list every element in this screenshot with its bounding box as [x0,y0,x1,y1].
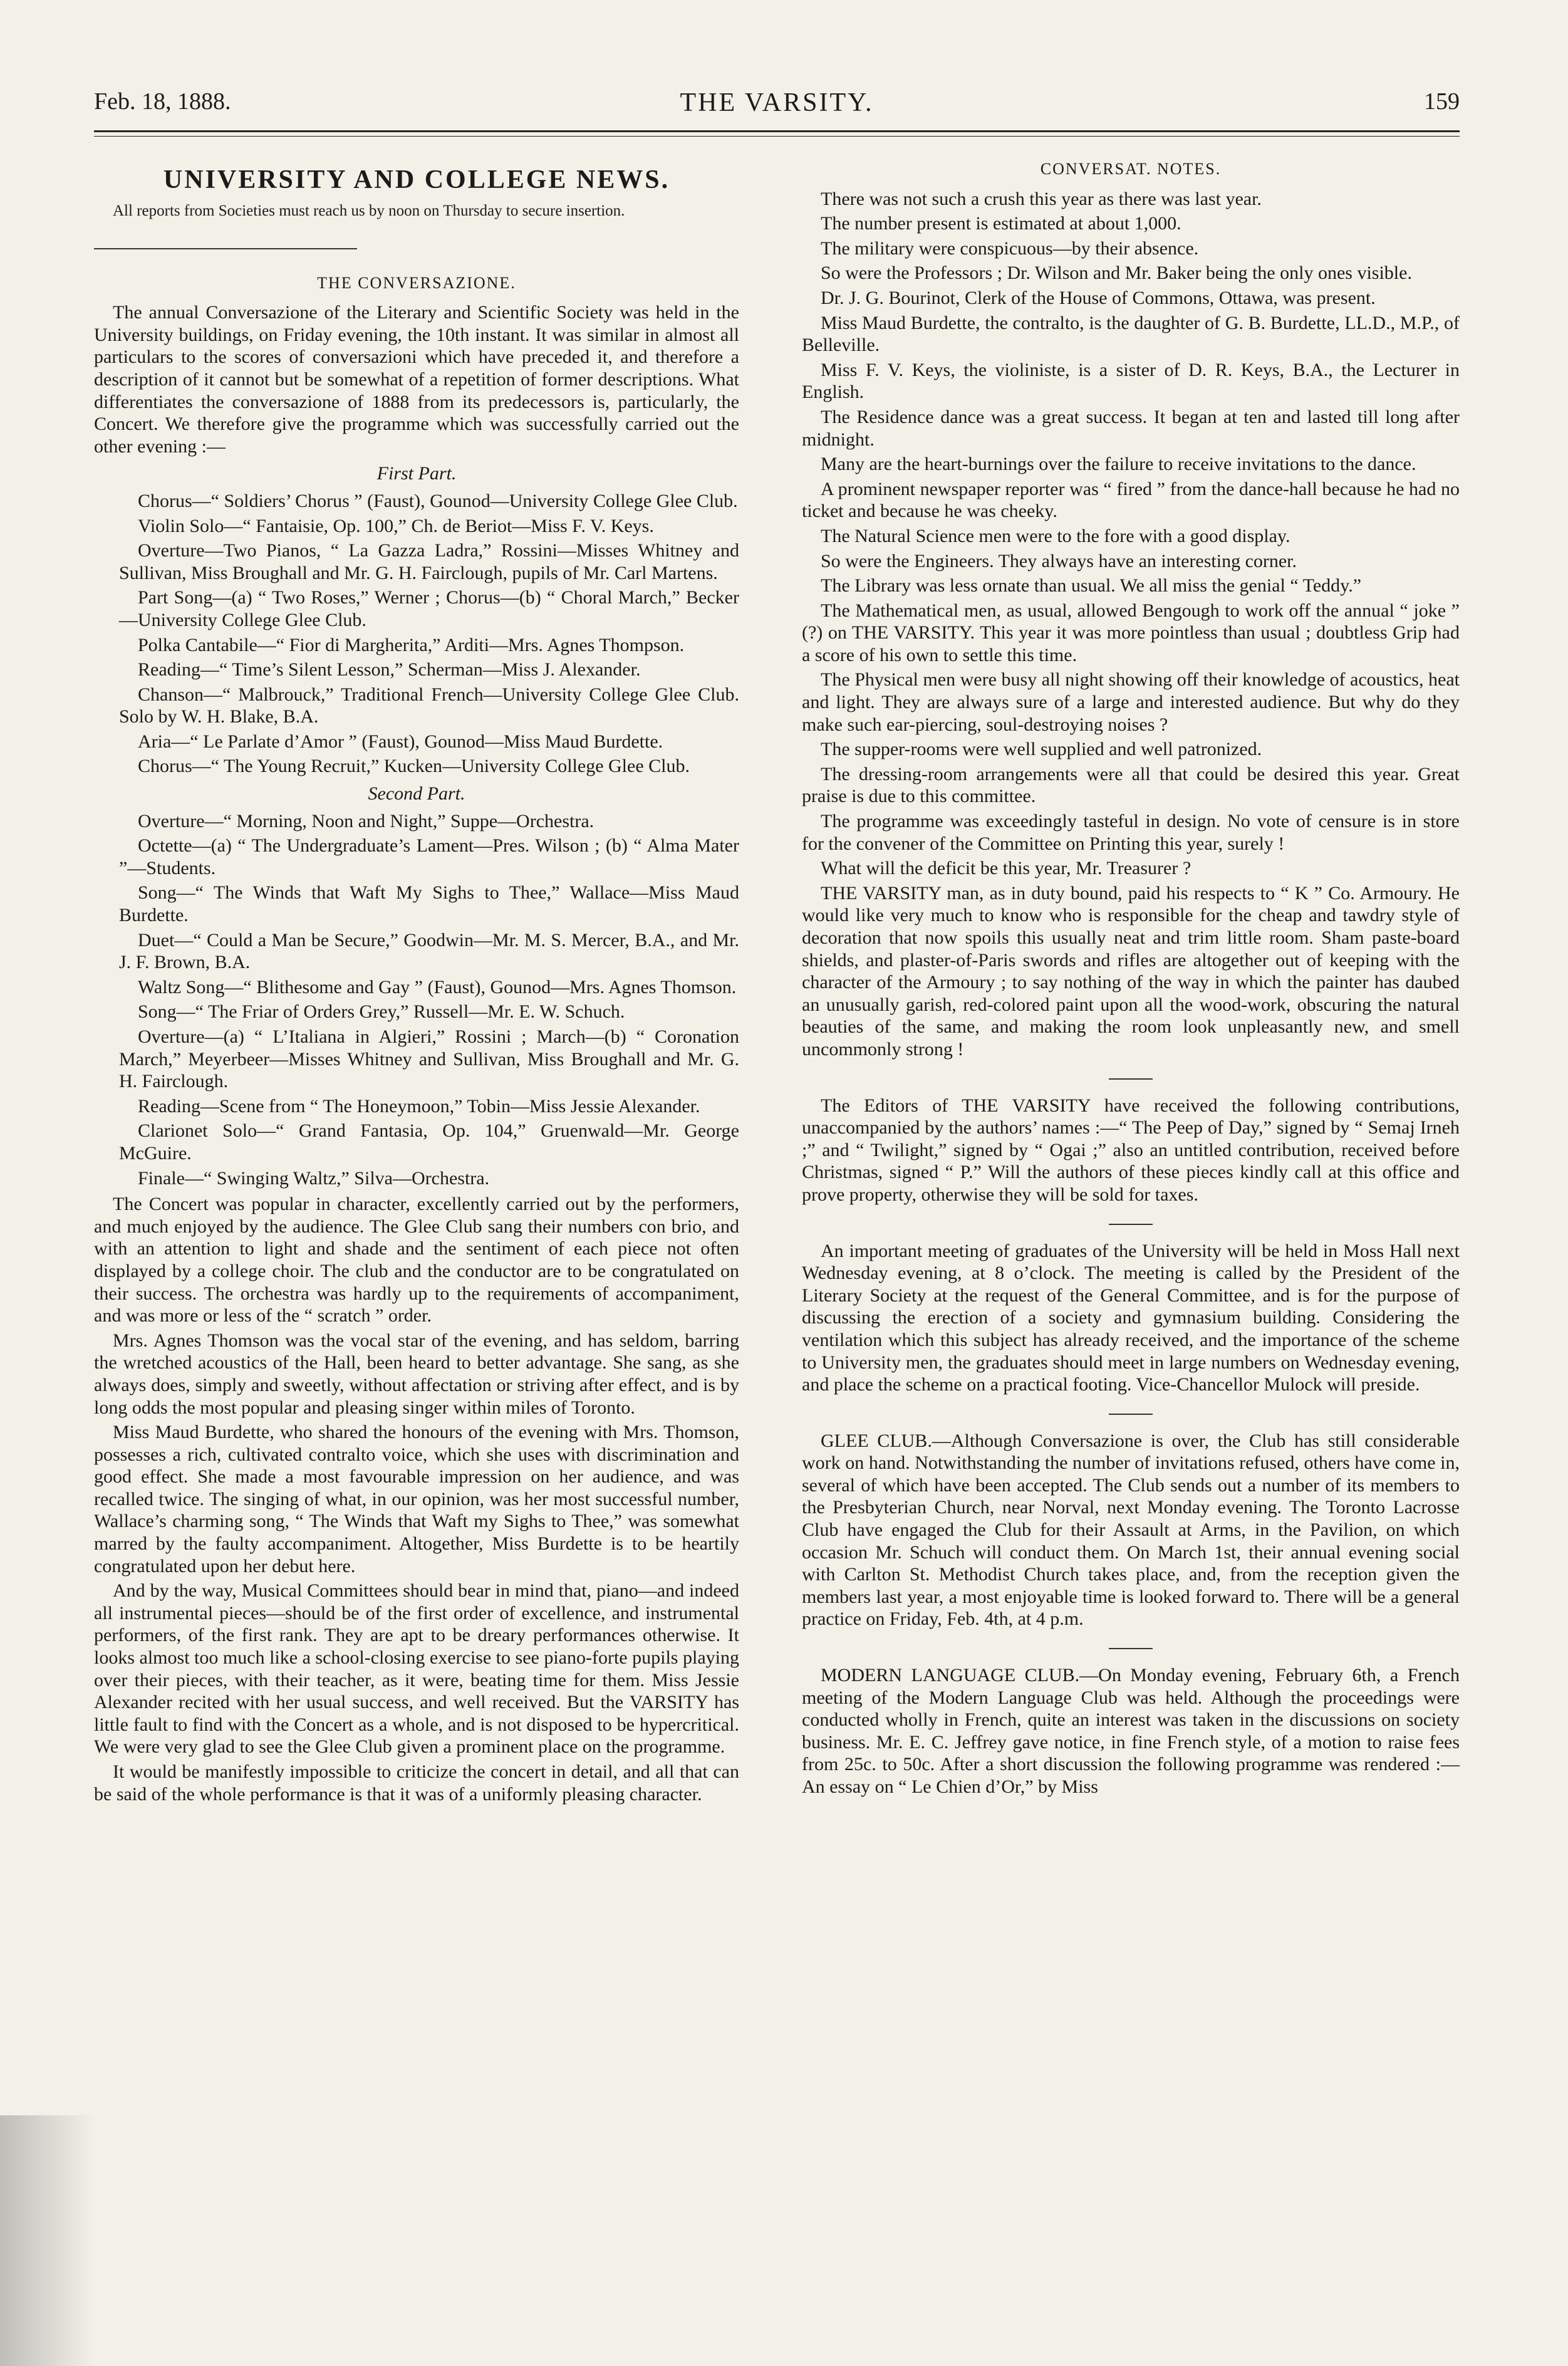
review-paragraph: Miss Maud Burdette, who shared the honours of the evening with Mrs. Thomson, possesses a rich, cultivated contralto voice, which she uses with discrimination and good effect. She made a most favourable impression on her audience, and was recalled twice. The singing of what, in our opinion, was her most successful number, Wallace’s charming song, “ The Winds that Waft my Sighs to Thee,” was somewhat marred by the faulty accompaniment. Altogether, Miss Burdette is to be heartily congratulated upon her debut here. [94,1422,739,1576]
note-item: The military were conspicuous—by their absence. [821,237,1199,259]
programme-item: Chanson—“ Malbrouck,” Traditional French—University College Glee Club. Solo by W. H. Blake, B.A. [119,684,739,727]
review-paragraph: It would be manifestly impossible to criticize the concert in detail, and all that can be said of the whole performance is that it was of a uniformly pleasing character. [94,1761,739,1805]
programme-item: Overture—(a) “ L’Italiana in Algieri,” Rossini ; March—(b) “ Coronation March,” Meyerbeer—Misses Whitney and Sullivan, Miss Broughall and Mr. G. H. Fairclough. [119,1026,739,1092]
note-item: The Library was less ornate than usual. We all miss the genial “ Teddy.” [821,575,1362,597]
page-header [94,88,1460,132]
note-item: So were the Engineers. They always have an interesting corner. [821,550,1297,571]
note-item: The dressing-room arrangements were all that could be desired this year. Great praise is due to this committee. [802,763,1460,807]
review-paragraph: The Concert was popular in character, excellently carried out by the performers, and much enjoyed by the audience. The Glee Club sang their numbers con brio, and with an attention to light and shade and the sentiment of each piece not often displayed by a college choir. The club and the conductor are to be congratulated on their success. The orchestra was hardly up to the requirements of accompaniment, and was more or less of the “ scratch ” order. [94,1194,739,1326]
programme-item: Song—“ The Friar of Orders Grey,” Russell—Mr. E. W. Schuch. [138,1001,625,1023]
programme-item: Duet—“ Could a Man be Secure,” Goodwin—Mr. M. S. Mercer, B.A., and Mr. J. F. Brown, B.A. [119,929,739,973]
programme-item: Finale—“ Swinging Waltz,” Silva—Orchestra. [138,1167,490,1189]
note-item: The programme was exceedingly tasteful in design. No vote of censure is in store for the convener of the Committee on Printing this year, surely ! [802,811,1460,854]
note-item: What will the deficit be this year, Mr. Treasurer ? [821,858,1192,879]
divider [1109,1648,1153,1649]
concert-review [94,1193,739,1805]
conversat-notes [802,188,1460,1061]
note-item: The Mathematical men, as usual, allowed Bengough to work off the annual “ joke ” (?) on THE VARSITY. This year it was more pointless than usual ; doubtless Grip had a score of his own to settle this time. [802,600,1460,665]
second-part-heading: Second Part. [368,783,465,805]
modern-language-notice: MODERN LANGUAGE CLUB.—On Monday evening, February 6th, a French meeting of the Modern Language Club was held. Although the proceedings were conducted wholly in French, quite an interest was taken in the discussions on society business. Mr. E. C. Jeffrey gave notice, in fine French style, of a motion to raise fees from 25c. to 50c. After a short discussion the following programme was rendered :—An essay on “ Le Chien d’Or,” by Miss [802,1665,1460,1797]
submission-note: All reports from Societies must reach us by noon on Thursday to secure insertion. [113,202,625,219]
programme-item: Overture—“ Morning, Noon and Night,” Suppe—Orchestra. [138,810,594,831]
page-number: 159 [1424,88,1460,115]
note-item: Miss Maud Burdette, the contralto, is the daughter of G. B. Burdette, LL.D., M.P., of Belleville. [802,312,1460,356]
divider [1109,1224,1153,1225]
programme-item: Song—“ The Winds that Waft My Sighs to Thee,” Wallace—Miss Maud Burdette. [119,882,739,926]
note-item: There was not such a crush this year as there was last year. [821,188,1262,209]
note-item: The Natural Science men were to the fore with a good display. [821,525,1290,546]
note-item: The supper-rooms were well supplied and well patronized. [821,739,1262,760]
programme-item: Violin Solo—“ Fantaisie, Op. 100,” Ch. de Beriot—Miss F. V. Keys. [138,515,654,536]
programme-item: Chorus—“ The Young Recruit,” Kucken—University College Glee Club. [138,756,690,777]
programme-item: Waltz Song—“ Blithesome and Gay ” (Faust), Gounod—Mrs. Agnes Thomson. [138,976,737,998]
right-column [802,157,1460,1801]
programme-item: Clarionet Solo—“ Grand Fantasia, Op. 104,” Gruenwald—Mr. George McGuire. [119,1120,739,1164]
note-item: Miss F. V. Keys, the violiniste, is a sister of D. R. Keys, B.A., the Lecturer in English. [802,359,1460,403]
page-edge-shadow [0,2115,94,2366]
issue-date: Feb. 18, 1888. [94,88,231,115]
glee-club-notice: GLEE CLUB.—Although Conversazione is over, the Club has still considerable work on hand. Notwithstanding the number of invitations refused, others have come in, several of which have been accepted. The Club sends out a number of its members to the Presbyterian Church, near Norval, next Monday evening. The Toronto Lacrosse Club have engaged the Club for their Assault at Arms, in the Pavilion, on which occasion Mr. Schuch will conduct them. On March 1st, their annual evening social with Carlton St. Methodist Church takes place, and, from the reception given the members last year, a most enjoyable time is looked forward to. There will be a general practice on Friday, Feb. 4th, at 4 p.m. [802,1430,1460,1630]
programme-item: Chorus—“ Soldiers’ Chorus ” (Faust), Gounod—University College Glee Club. [138,490,738,511]
divider [94,248,357,249]
divider [1109,1078,1153,1080]
masthead-title: THE VARSITY. [680,88,874,117]
review-paragraph: Mrs. Agnes Thomson was the vocal star of the evening, and has seldom, barring the wretched acoustics of the Hall, been heard to better advantage. She sang, as she always does, simply and sweetly, without affectation or striving after effect, and is by long odds the most popular and pleasing singer within miles of Toronto. [94,1330,739,1418]
editors-notice: The Editors of THE VARSITY have received the following contributions, unaccompanied by the authors’ names :—“ The Peep of Day,” signed by “ Semaj Irneh ;” and “ Twilight,” signed by “ Ogai ;” also an untitled contribution, received before Christmas, signed “ P.” Will the authors of these pieces kindly call at this office and prove property, otherwise they will be sold for taxes. [802,1095,1460,1205]
left-column [94,157,739,1808]
divider [1109,1414,1153,1415]
note-item: Dr. J. G. Bourinot, Clerk of the House of Commons, Ottawa, was present. [821,287,1376,308]
note-item: So were the Professors ; Dr. Wilson and Mr. Baker being the only ones visible. [821,263,1412,284]
programme-item: Part Song—(a) “ Two Roses,” Werner ; Chorus—(b) “ Choral March,” Becker—University College Glee Club. [119,587,739,630]
review-paragraph: And by the way, Musical Committees should bear in mind that, piano—and indeed all instrumental pieces—should be of the first order of excellence, and instrumental performers, of the first rank. They are apt to be dreary performances otherwise. It looks almost too much like a school-closing exercise to see piano-forte pupils playing over their pieces, with their teacher, as it were, beating time for them. Miss Jessie Alexander recited with her usual success, and well received. But the VARSITY has little fault to find with the Concert as a whole, and is not disposed to be hypercritical. We were very glad to see the Glee Club given a prominent place on the programme. [94,1580,739,1758]
programme-item: Octette—(a) “ The Undergraduate’s Lament—Pres. Wilson ; (b) “ Alma Mater ”—Students. [119,835,739,878]
conversazione-title: THE CONVERSAZIONE. [317,273,516,292]
note-item: The Physical men were busy all night showing off their knowledge of acoustics, heat and light. They are always sure of a large and interested audience. But why do they make such ear-piercing, soul-destroying noises ? [802,669,1460,735]
note-item: Many are the heart-burnings over the failure to receive invitations to the dance. [821,454,1416,475]
second-part-programme [94,810,739,1190]
note-item: THE VARSITY man, as in duty bound, paid his respects to “ K ” Co. Armoury. He would like very much to know who is responsible for the cheap and tawdry style of decoration that now spoils this usually neat and trim little room. Sham paste-board shields, and plaster-of-Paris swords and rifles are altogether out of keeping with the character of the Armoury ; to say nothing of the way in which the painter has daubed an unusually garish, red-colored paint upon all the wood-work, obscuring the natural beauties of the same, and making the room look unpleasantly new, and smell uncommonly strong ! [802,882,1460,1060]
programme-item: Reading—“ Time’s Silent Lesson,” Scherman—Miss J. Alexander. [138,659,641,680]
notes-title: CONVERSAT. NOTES. [1040,160,1222,178]
note-item: The Residence dance was a great success. It began at ten and lasted till long after midnight. [802,406,1460,450]
note-item: A prominent newspaper reporter was “ fired ” from the dance-hall because he had no ticket and because he was cheeky. [802,478,1460,522]
section-title: UNIVERSITY AND COLLEGE NEWS. [163,165,670,194]
meeting-notice: An important meeting of graduates of the University will be held in Moss Hall next Wednesday evening, at 8 o’clock. The meeting is called by the President of the Literary Society at the request of the General Committee, and is for the purpose of discussing the erection of a society and gymnasium building. Considering the ventilation which this subject has already received, and the importance of the scheme to University men, the graduates should meet in large numbers on Wednesday evening, and place the scheme on a practical footing. Vice-Chancellor Mulock will preside. [802,1240,1460,1395]
programme-item: Aria—“ Le Parlate d’Amor ” (Faust), Gounod—Miss Maud Burdette. [138,731,663,752]
first-part-programme [94,490,739,778]
note-item: The number present is estimated at about 1,000. [821,213,1181,234]
programme-item: Reading—Scene from “ The Honeymoon,” Tobin—Miss Jessie Alexander. [138,1095,700,1117]
header-rule [94,130,1460,137]
first-part-heading: First Part. [376,463,457,484]
conversazione-intro: The annual Conversazione of the Literary and Scientific Society was held in the University buildings, on Friday evening, the 10th instant. It was similar in almost all particulars to the scores of conversazioni which have preceded it, and therefore a description of it cannot but be somewhat of a repetition of former descriptions. What differentiates the conversazione of 1888 from its predecessors is, particularly, the Concert. We therefore give the programme which was successfully carried out the other evening :— [94,302,739,457]
programme-item: Overture—Two Pianos, “ La Gazza Ladra,” Rossini—Misses Whitney and Sullivan, Miss Broughall and Mr. G. H. Fairclough, pupils of Mr. Carl Martens. [119,540,739,583]
programme-item: Polka Cantabile—“ Fior di Margherita,” Arditi—Mrs. Agnes Thompson. [138,634,685,655]
